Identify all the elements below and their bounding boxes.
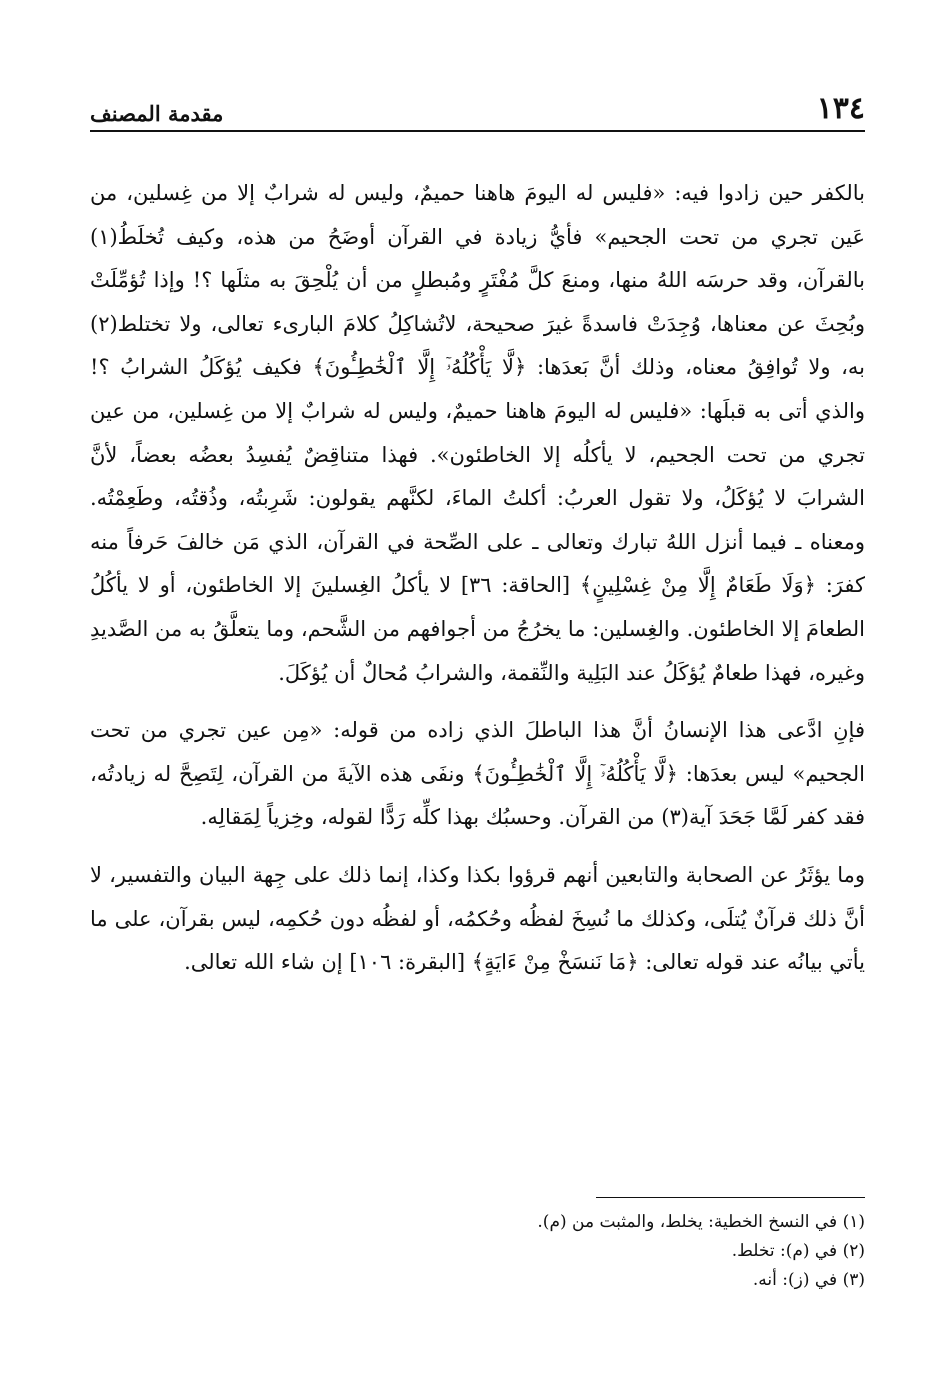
page-number: ١٣٤ (816, 91, 865, 126)
footnote: (١) في النسخ الخطية: يخلط، والمثبت من (م). (537, 1212, 865, 1232)
footnotes (90, 1208, 865, 1295)
paragraph: وما يؤثَرُ عن الصحابة والتابعين أنهم قرؤوا بكذا وكذا، إنما ذلك على جِهة البيان والتفسير، لا أنَّ ذلك قرآنٌ يُتلَى، وكذلك ما نُسِخَ لفظُه وحُكمُه، أو لفظُه دون حُكمِه، ليس بقرآن، على ما يأتي بيانُه عند قوله تعالى: ﴿مَا نَنسَخْ مِنْ ءَايَةٍ﴾ [البقرة: ١٠٦] إن شاء الله تعالى. (90, 862, 865, 975)
footnote-divider (596, 1197, 865, 1198)
footnote: (٢) في (م): تخلط. (731, 1241, 865, 1261)
footnote: (٣) في (ز): أنه. (752, 1270, 865, 1290)
page-header (90, 80, 865, 132)
paragraph: فإنِ ادَّعى هذا الإنسانُ أنَّ هذا الباطلَ الذي زاده من قوله: «مِن عين تجري من تحت الجحيم» ليس بعدَها: ﴿لَّا يَأْكُلُهُۥٓ إِلَّا ٱلْخَٰطِـُٔونَ﴾ ونفَى هذه الآيةَ من القرآن، لِتَصِحَّ له زيادتُه، فقد كفر لَمَّا جَحَدَ آية(٣) من القرآن. وحسبُك بهذا كلِّه رَدًّا لقوله، وخِزياً لِمَقالِه. (90, 718, 865, 830)
body-text (90, 172, 865, 985)
running-title: مقدمة المصنف (90, 101, 224, 126)
paragraph: بالكفر حين زادوا فيه: «فليس له اليومَ هاهنا حميمٌ، وليس له شرابٌ إلا من غِسلين، من عَين تجري من تحت الجحيم» فأيُّ زيادة في القرآن أوضَحُ من هذه، وكيف تُخلَطُ(١) بالقرآن، وقد حرسَه اللهُ منها، ومنعَ كلَّ مُفْتَرٍ ومُبطلٍ من أن يُلْحِقَ به مثلَها ؟! وإذا تُؤمِّلَتْ وبُحِثَ عن معناها، وُجِدَتْ فاسدةً غيرَ صحيحة، لاتُشاكِلُ كلامَ البارىء تعالى، ولا تختلط(٢) به، ولا تُوافِقُ معناه، وذلك أنَّ بَعدَها: ﴿لَّا يَأْكُلُهُۥٓ إِلَّا ٱلْخَٰطِـُٔونَ﴾ فكيف يُؤكَلُ الشرابُ ؟! والذي أتى به قبلَها: «فليس له اليومَ هاهنا حميمٌ، وليس له شرابٌ إلا من غِسلين، من عين تجري من تحت الجحيم، لا يأكلُه إلا الخاطئون». فهذا متناقِضٌ يُفسِدُ بعضُه بعضاً، لأنَّ الشرابَ لا يُؤكَلُ، ولا تقول العربُ: أكلتُ الماءَ، لكنَّهم يقولون: شَرِبتُه، وذُقتُه، وطَعِمْتُه. ومعناه ـ فيما أنزل اللهُ تبارك وتعالى ـ على الصِّحة في القرآن، الذي مَن خالفَ حَرفاً منه كفرَ: ﴿وَلَا طَعَامٌ إِلَّا مِنْ غِسْلِينٍ﴾ [الحاقة: ٣٦] لا يأكلُ الغِسلينَ إلا الخاطئون، أو لا يأكُلُ الطعامَ إلا الخاطئون. والغِسلين: ما يخرُجُ من أجوافهم من الشَّحم، وما يتعلَّقُ به من الصَّديدِ وغيره، فهذا طعامٌ يُؤكَلُ عند البَلِية والنِّقمة، والشرابُ مُحالٌ أن يُؤكَلَ. (90, 181, 865, 685)
